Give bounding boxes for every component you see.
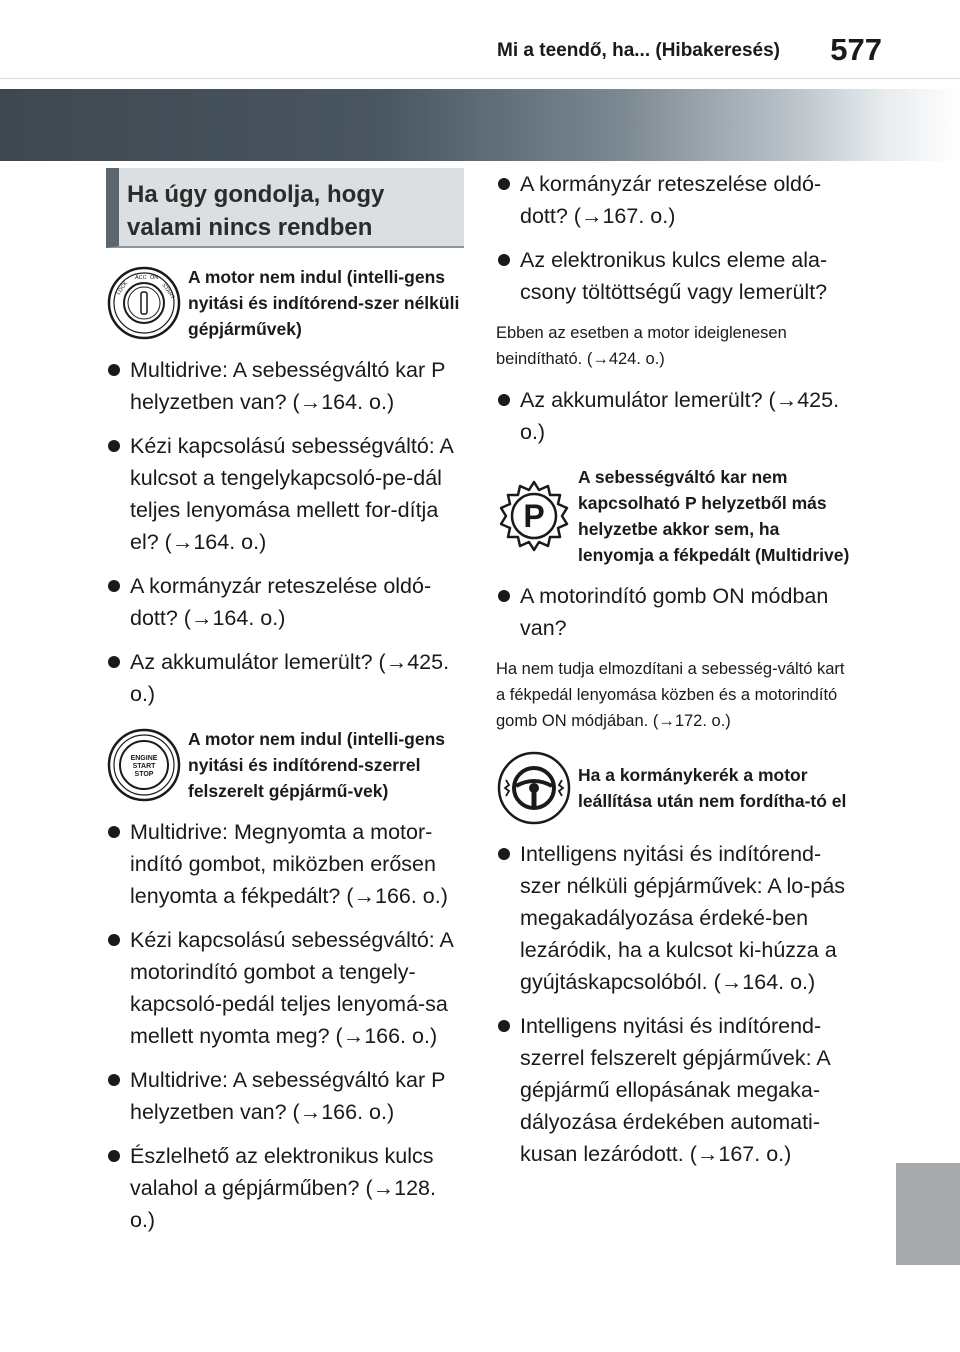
section-heading-box	[106, 168, 464, 248]
subsection-title: Ha a kormánykerék a motor leállítása után nem fordítha-tó el	[578, 765, 847, 811]
engine-button-text-1: ENGINE	[130, 755, 158, 762]
subsection-steering-lock	[496, 750, 854, 826]
ignition-label-on: ON	[150, 275, 159, 281]
right-column	[496, 156, 854, 1170]
list-item: Kézi kapcsolású sebességváltó: A kulcsot a tengelykapcsoló-pe-dál teljes lenyomása mellett for-dítja el? (→164. o.)	[106, 430, 464, 558]
subsection-smart-key	[106, 726, 464, 804]
ignition-label-lock: LOCK	[115, 280, 130, 297]
list-item: Észlelhető az elektronikus kulcs valahol a gépjárműben? (→128. o.)	[106, 1140, 464, 1236]
list-item: A kormányzár reteszelése oldó-dott? (→164. o.)	[106, 570, 464, 634]
ignition-switch-icon	[106, 265, 182, 341]
note-text: Ha nem tudja elmozdítani a sebesség-váltó kart a fékpedál lenyomása közben és a motorindító gomb ON módjában. (→172. o.)	[496, 660, 845, 730]
list-item: Intelligens nyitási és indítórend-szerrel felszerelt gépjárművek: A gépjármű ellopásának megaka-dályozása érdekében automati-kusan lezáródott. (→167. o.)	[496, 1010, 854, 1170]
page-number: 577	[830, 32, 882, 67]
subsection-title: A motor nem indul (intelli-gens nyitási és indítórend-szer nélküli gépjárművek)	[188, 267, 460, 339]
list-item: Az elektronikus kulcs eleme ala-csony töltöttségű vagy lemerült?	[496, 244, 854, 308]
list-item: Az akkumulátor lemerült? (→425. o.)	[496, 384, 854, 448]
list-item: A motorindító gomb ON módban van?	[496, 580, 854, 644]
steering-wheel-icon	[496, 750, 572, 826]
list-item: Az akkumulátor lemerült? (→425. o.)	[106, 646, 464, 710]
subsection-no-smart-key	[106, 264, 464, 342]
left-column	[106, 168, 464, 1236]
engine-start-stop-icon	[106, 727, 182, 803]
engine-button-text-2: START	[132, 763, 156, 770]
ignition-label-start: START	[160, 282, 176, 301]
chapter-banner	[0, 89, 960, 161]
chapter-side-tab	[896, 1163, 960, 1265]
list-item: A kormányzár reteszelése oldó-dott? (→167. o.)	[496, 168, 854, 232]
subsection-shift-lever	[496, 464, 854, 568]
list-item: Intelligens nyitási és indítórend-szer nélküli gépjárművek: A lo-pás megakadályozása érdeké-ben lezáródik, ha a kulcsot ki-húzza a gyújtáskapcsolóból. (→164. o.)	[496, 838, 854, 998]
subsection-title: A sebességváltó kar nem kapcsolható P helyzetből más helyzetbe akkor sem, ha lenyomja a fékpedált (Multidrive)	[578, 467, 850, 565]
note-text: Ebben az esetben a motor ideiglenesen beindítható. (→424. o.)	[496, 324, 787, 368]
park-letter: P	[523, 498, 545, 534]
list-item: Multidrive: A sebességváltó kar P helyzetben van? (→166. o.)	[106, 1064, 464, 1128]
park-gear-icon	[496, 478, 572, 554]
page-header	[0, 0, 960, 76]
list-item: Multidrive: Megnyomta a motor-indító gombot, miközben erősen lenyomta a fékpedált? (→166. o.)	[106, 816, 464, 912]
ignition-label-acc: ACC	[135, 275, 147, 281]
list-item: Multidrive: A sebességváltó kar P helyzetben van? (→164. o.)	[106, 354, 464, 418]
header-divider	[0, 78, 960, 79]
list-item: Kézi kapcsolású sebességváltó: A motorindító gombot a tengely-kapcsoló-pedál teljes lenyomá-sa mellett nyomta meg? (→166. o.)	[106, 924, 464, 1052]
running-header-title: Mi a teendő, ha... (Hibakeresés)	[497, 40, 780, 61]
engine-button-text-3: STOP	[134, 771, 154, 778]
subsection-title: A motor nem indul (intelli-gens nyitási és indítórend-szerrel felszerelt gépjármű-vek)	[188, 729, 445, 801]
section-title: Ha úgy gondolja, hogy valami nincs rendben	[127, 181, 385, 241]
